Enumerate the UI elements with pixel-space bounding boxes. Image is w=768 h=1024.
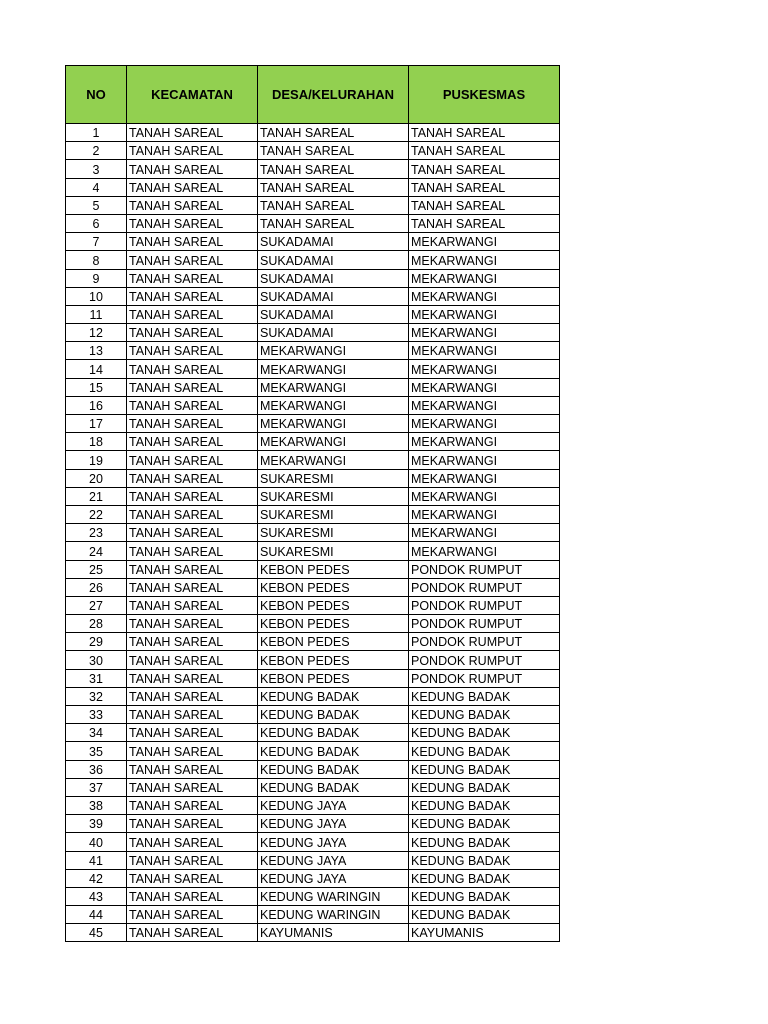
cell-no: 30: [66, 651, 127, 669]
cell-puskesmas: MEKARWANGI: [409, 269, 560, 287]
table-row: [66, 633, 560, 651]
cell-no: 26: [66, 578, 127, 596]
cell-no: 16: [66, 396, 127, 414]
table-row: [66, 524, 560, 542]
cell-desa-kelurahan: TANAH SAREAL: [258, 196, 409, 214]
cell-kecamatan: TANAH SAREAL: [127, 669, 258, 687]
cell-puskesmas: MEKARWANGI: [409, 505, 560, 523]
cell-kecamatan: TANAH SAREAL: [127, 524, 258, 542]
cell-puskesmas: KEDUNG BADAK: [409, 906, 560, 924]
cell-puskesmas: KEDUNG BADAK: [409, 760, 560, 778]
cell-desa-kelurahan: SUKADAMAI: [258, 324, 409, 342]
table-row: [66, 305, 560, 323]
table-row: [66, 342, 560, 360]
cell-desa-kelurahan: SUKARESMI: [258, 469, 409, 487]
cell-desa-kelurahan: KEBON PEDES: [258, 633, 409, 651]
header-puskesmas: PUSKESMAS: [409, 66, 560, 124]
cell-puskesmas: MEKARWANGI: [409, 305, 560, 323]
cell-no: 31: [66, 669, 127, 687]
cell-no: 43: [66, 887, 127, 905]
cell-puskesmas: KEDUNG BADAK: [409, 833, 560, 851]
table-row: [66, 615, 560, 633]
header-row: [66, 66, 560, 124]
cell-no: 4: [66, 178, 127, 196]
cell-no: 17: [66, 415, 127, 433]
cell-puskesmas: MEKARWANGI: [409, 324, 560, 342]
cell-no: 13: [66, 342, 127, 360]
table-row: [66, 596, 560, 614]
cell-kecamatan: TANAH SAREAL: [127, 851, 258, 869]
cell-kecamatan: TANAH SAREAL: [127, 196, 258, 214]
cell-kecamatan: TANAH SAREAL: [127, 360, 258, 378]
table-row: [66, 142, 560, 160]
cell-kecamatan: TANAH SAREAL: [127, 396, 258, 414]
cell-desa-kelurahan: SUKADAMAI: [258, 251, 409, 269]
table-row: [66, 687, 560, 705]
cell-desa-kelurahan: KEBON PEDES: [258, 669, 409, 687]
cell-kecamatan: TANAH SAREAL: [127, 651, 258, 669]
cell-desa-kelurahan: KEDUNG WARINGIN: [258, 906, 409, 924]
table-row: [66, 724, 560, 742]
cell-puskesmas: KEDUNG BADAK: [409, 851, 560, 869]
cell-no: 34: [66, 724, 127, 742]
cell-kecamatan: TANAH SAREAL: [127, 796, 258, 814]
cell-no: 42: [66, 869, 127, 887]
table-row: [66, 287, 560, 305]
cell-kecamatan: TANAH SAREAL: [127, 324, 258, 342]
cell-puskesmas: PONDOK RUMPUT: [409, 615, 560, 633]
cell-puskesmas: TANAH SAREAL: [409, 196, 560, 214]
cell-desa-kelurahan: KEDUNG JAYA: [258, 869, 409, 887]
cell-puskesmas: PONDOK RUMPUT: [409, 578, 560, 596]
cell-kecamatan: TANAH SAREAL: [127, 433, 258, 451]
cell-no: 38: [66, 796, 127, 814]
cell-puskesmas: MEKARWANGI: [409, 251, 560, 269]
cell-desa-kelurahan: MEKARWANGI: [258, 378, 409, 396]
cell-no: 3: [66, 160, 127, 178]
table-row: [66, 178, 560, 196]
cell-kecamatan: TANAH SAREAL: [127, 578, 258, 596]
cell-no: 19: [66, 451, 127, 469]
cell-kecamatan: TANAH SAREAL: [127, 542, 258, 560]
data-table: [65, 65, 560, 942]
cell-kecamatan: TANAH SAREAL: [127, 615, 258, 633]
table-header: [66, 66, 560, 124]
cell-no: 40: [66, 833, 127, 851]
cell-puskesmas: MEKARWANGI: [409, 287, 560, 305]
table-row: [66, 233, 560, 251]
cell-desa-kelurahan: MEKARWANGI: [258, 433, 409, 451]
cell-desa-kelurahan: MEKARWANGI: [258, 396, 409, 414]
cell-puskesmas: PONDOK RUMPUT: [409, 596, 560, 614]
cell-puskesmas: MEKARWANGI: [409, 378, 560, 396]
cell-puskesmas: TANAH SAREAL: [409, 160, 560, 178]
cell-desa-kelurahan: TANAH SAREAL: [258, 124, 409, 142]
cell-no: 45: [66, 924, 127, 942]
cell-kecamatan: TANAH SAREAL: [127, 778, 258, 796]
cell-kecamatan: TANAH SAREAL: [127, 269, 258, 287]
table-row: [66, 269, 560, 287]
cell-kecamatan: TANAH SAREAL: [127, 869, 258, 887]
cell-puskesmas: KEDUNG BADAK: [409, 778, 560, 796]
cell-desa-kelurahan: KEDUNG JAYA: [258, 851, 409, 869]
cell-no: 20: [66, 469, 127, 487]
table-row: [66, 415, 560, 433]
header-kecamatan: KECAMATAN: [127, 66, 258, 124]
cell-desa-kelurahan: MEKARWANGI: [258, 360, 409, 378]
cell-puskesmas: KEDUNG BADAK: [409, 869, 560, 887]
table-row: [66, 451, 560, 469]
table-row: [66, 924, 560, 942]
header-desa-kelurahan: DESA/KELURAHAN: [258, 66, 409, 124]
cell-kecamatan: TANAH SAREAL: [127, 924, 258, 942]
cell-kecamatan: TANAH SAREAL: [127, 596, 258, 614]
cell-no: 29: [66, 633, 127, 651]
cell-no: 28: [66, 615, 127, 633]
cell-kecamatan: TANAH SAREAL: [127, 560, 258, 578]
table-row: [66, 378, 560, 396]
table-row: [66, 869, 560, 887]
cell-desa-kelurahan: TANAH SAREAL: [258, 160, 409, 178]
cell-desa-kelurahan: TANAH SAREAL: [258, 214, 409, 232]
table-row: [66, 560, 560, 578]
cell-no: 25: [66, 560, 127, 578]
table-row: [66, 906, 560, 924]
table-row: [66, 542, 560, 560]
cell-puskesmas: PONDOK RUMPUT: [409, 669, 560, 687]
cell-no: 9: [66, 269, 127, 287]
cell-desa-kelurahan: KEDUNG BADAK: [258, 778, 409, 796]
table-row: [66, 706, 560, 724]
cell-puskesmas: KEDUNG BADAK: [409, 815, 560, 833]
cell-desa-kelurahan: KEDUNG WARINGIN: [258, 887, 409, 905]
cell-desa-kelurahan: KEDUNG BADAK: [258, 742, 409, 760]
cell-kecamatan: TANAH SAREAL: [127, 815, 258, 833]
cell-desa-kelurahan: KEDUNG BADAK: [258, 724, 409, 742]
cell-desa-kelurahan: KEDUNG JAYA: [258, 796, 409, 814]
cell-puskesmas: KEDUNG BADAK: [409, 687, 560, 705]
cell-puskesmas: KEDUNG BADAK: [409, 742, 560, 760]
table-row: [66, 505, 560, 523]
cell-desa-kelurahan: KEDUNG JAYA: [258, 833, 409, 851]
cell-no: 11: [66, 305, 127, 323]
cell-no: 7: [66, 233, 127, 251]
table-row: [66, 324, 560, 342]
header-no: NO: [66, 66, 127, 124]
cell-desa-kelurahan: KEBON PEDES: [258, 596, 409, 614]
cell-kecamatan: TANAH SAREAL: [127, 505, 258, 523]
table-row: [66, 833, 560, 851]
cell-kecamatan: TANAH SAREAL: [127, 415, 258, 433]
cell-kecamatan: TANAH SAREAL: [127, 742, 258, 760]
cell-puskesmas: KEDUNG BADAK: [409, 796, 560, 814]
cell-no: 27: [66, 596, 127, 614]
cell-desa-kelurahan: KEDUNG BADAK: [258, 706, 409, 724]
cell-desa-kelurahan: SUKARESMI: [258, 487, 409, 505]
cell-no: 10: [66, 287, 127, 305]
cell-puskesmas: TANAH SAREAL: [409, 178, 560, 196]
table-row: [66, 851, 560, 869]
cell-kecamatan: TANAH SAREAL: [127, 378, 258, 396]
cell-kecamatan: TANAH SAREAL: [127, 760, 258, 778]
table-row: [66, 360, 560, 378]
cell-puskesmas: MEKARWANGI: [409, 396, 560, 414]
cell-puskesmas: TANAH SAREAL: [409, 124, 560, 142]
cell-no: 14: [66, 360, 127, 378]
cell-no: 23: [66, 524, 127, 542]
cell-puskesmas: MEKARWANGI: [409, 451, 560, 469]
cell-puskesmas: MEKARWANGI: [409, 360, 560, 378]
cell-desa-kelurahan: MEKARWANGI: [258, 451, 409, 469]
cell-kecamatan: TANAH SAREAL: [127, 724, 258, 742]
cell-no: 22: [66, 505, 127, 523]
cell-puskesmas: PONDOK RUMPUT: [409, 633, 560, 651]
cell-kecamatan: TANAH SAREAL: [127, 124, 258, 142]
table-row: [66, 433, 560, 451]
table-row: [66, 578, 560, 596]
cell-kecamatan: TANAH SAREAL: [127, 214, 258, 232]
cell-no: 12: [66, 324, 127, 342]
cell-no: 1: [66, 124, 127, 142]
cell-kecamatan: TANAH SAREAL: [127, 687, 258, 705]
cell-kecamatan: TANAH SAREAL: [127, 233, 258, 251]
table-row: [66, 124, 560, 142]
cell-kecamatan: TANAH SAREAL: [127, 178, 258, 196]
cell-no: 2: [66, 142, 127, 160]
cell-kecamatan: TANAH SAREAL: [127, 305, 258, 323]
cell-desa-kelurahan: SUKARESMI: [258, 524, 409, 542]
cell-puskesmas: MEKARWANGI: [409, 433, 560, 451]
cell-desa-kelurahan: KAYUMANIS: [258, 924, 409, 942]
cell-no: 6: [66, 214, 127, 232]
cell-kecamatan: TANAH SAREAL: [127, 706, 258, 724]
cell-no: 32: [66, 687, 127, 705]
cell-desa-kelurahan: TANAH SAREAL: [258, 142, 409, 160]
cell-no: 33: [66, 706, 127, 724]
cell-puskesmas: KEDUNG BADAK: [409, 887, 560, 905]
cell-kecamatan: TANAH SAREAL: [127, 160, 258, 178]
cell-no: 35: [66, 742, 127, 760]
cell-no: 41: [66, 851, 127, 869]
table-row: [66, 742, 560, 760]
cell-no: 5: [66, 196, 127, 214]
table-row: [66, 251, 560, 269]
cell-no: 39: [66, 815, 127, 833]
cell-desa-kelurahan: KEBON PEDES: [258, 560, 409, 578]
cell-puskesmas: KEDUNG BADAK: [409, 706, 560, 724]
cell-puskesmas: KAYUMANIS: [409, 924, 560, 942]
cell-desa-kelurahan: TANAH SAREAL: [258, 178, 409, 196]
cell-kecamatan: TANAH SAREAL: [127, 469, 258, 487]
table-row: [66, 487, 560, 505]
cell-kecamatan: TANAH SAREAL: [127, 887, 258, 905]
cell-desa-kelurahan: KEDUNG BADAK: [258, 687, 409, 705]
table-row: [66, 651, 560, 669]
cell-desa-kelurahan: SUKADAMAI: [258, 287, 409, 305]
cell-puskesmas: MEKARWANGI: [409, 524, 560, 542]
cell-desa-kelurahan: MEKARWANGI: [258, 342, 409, 360]
cell-puskesmas: TANAH SAREAL: [409, 142, 560, 160]
cell-desa-kelurahan: KEBON PEDES: [258, 651, 409, 669]
table-row: [66, 778, 560, 796]
cell-puskesmas: MEKARWANGI: [409, 469, 560, 487]
table-row: [66, 196, 560, 214]
table-row: [66, 160, 560, 178]
cell-puskesmas: PONDOK RUMPUT: [409, 560, 560, 578]
cell-puskesmas: MEKARWANGI: [409, 233, 560, 251]
cell-desa-kelurahan: KEBON PEDES: [258, 615, 409, 633]
cell-desa-kelurahan: SUKARESMI: [258, 542, 409, 560]
cell-no: 37: [66, 778, 127, 796]
cell-puskesmas: MEKARWANGI: [409, 542, 560, 560]
cell-kecamatan: TANAH SAREAL: [127, 342, 258, 360]
table-row: [66, 214, 560, 232]
table-row: [66, 669, 560, 687]
cell-kecamatan: TANAH SAREAL: [127, 906, 258, 924]
table-row: [66, 796, 560, 814]
cell-kecamatan: TANAH SAREAL: [127, 451, 258, 469]
cell-kecamatan: TANAH SAREAL: [127, 287, 258, 305]
cell-puskesmas: MEKARWANGI: [409, 487, 560, 505]
cell-no: 15: [66, 378, 127, 396]
cell-puskesmas: KEDUNG BADAK: [409, 724, 560, 742]
cell-desa-kelurahan: SUKADAMAI: [258, 233, 409, 251]
table-row: [66, 396, 560, 414]
table-body: [66, 124, 560, 942]
cell-desa-kelurahan: SUKADAMAI: [258, 305, 409, 323]
cell-desa-kelurahan: SUKARESMI: [258, 505, 409, 523]
cell-kecamatan: TANAH SAREAL: [127, 633, 258, 651]
cell-puskesmas: PONDOK RUMPUT: [409, 651, 560, 669]
table-row: [66, 760, 560, 778]
cell-desa-kelurahan: SUKADAMAI: [258, 269, 409, 287]
cell-no: 21: [66, 487, 127, 505]
cell-desa-kelurahan: KEBON PEDES: [258, 578, 409, 596]
cell-kecamatan: TANAH SAREAL: [127, 142, 258, 160]
cell-no: 8: [66, 251, 127, 269]
cell-desa-kelurahan: MEKARWANGI: [258, 415, 409, 433]
cell-no: 44: [66, 906, 127, 924]
cell-desa-kelurahan: KEDUNG JAYA: [258, 815, 409, 833]
table-row: [66, 887, 560, 905]
cell-no: 36: [66, 760, 127, 778]
cell-no: 18: [66, 433, 127, 451]
table-row: [66, 469, 560, 487]
table-row: [66, 815, 560, 833]
cell-kecamatan: TANAH SAREAL: [127, 251, 258, 269]
cell-kecamatan: TANAH SAREAL: [127, 833, 258, 851]
cell-puskesmas: MEKARWANGI: [409, 342, 560, 360]
cell-puskesmas: MEKARWANGI: [409, 415, 560, 433]
cell-kecamatan: TANAH SAREAL: [127, 487, 258, 505]
cell-desa-kelurahan: KEDUNG BADAK: [258, 760, 409, 778]
cell-no: 24: [66, 542, 127, 560]
cell-puskesmas: TANAH SAREAL: [409, 214, 560, 232]
